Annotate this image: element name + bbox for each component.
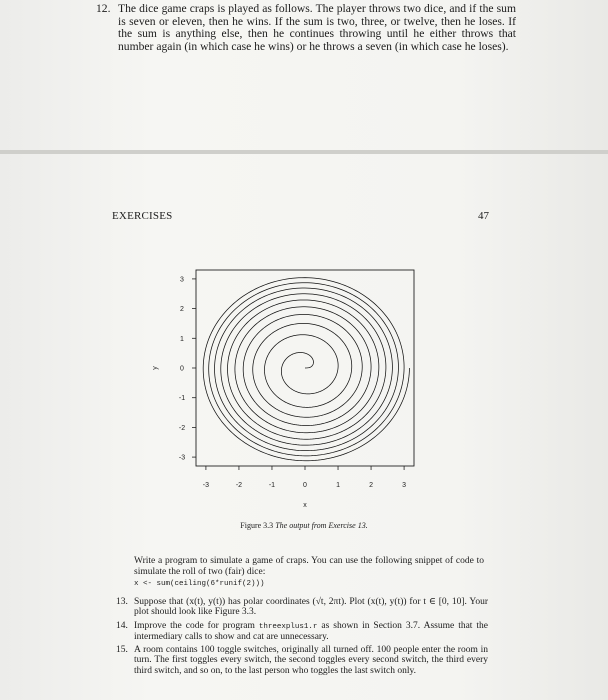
problem-text: The dice game craps is played as follows. The player throws two dice, and if the sum is seven or eleven, then he wins. If the sum is two, three, or twelve, then he loses. If the sum is anything else, then he continues throwing until he either throws that number again (in which case he wins) or he throws a seven (in which case he loses). xyxy=(118,2,516,53)
intro-paragraph: Write a program to simulate a game of craps. You can use the following snippet of code to simulate the roll of two (fair) dice: xyxy=(134,556,484,577)
x-tick-label: 0 xyxy=(303,482,307,489)
code-snippet: x <- sum(ceiling(6*runif(2))) xyxy=(134,580,265,588)
y-tick-label: 2 xyxy=(180,306,184,314)
x-tick-label: 1 xyxy=(336,482,340,489)
exercise-text: A room contains 100 toggle switches, originally all turned off. 100 people enter the room in turn. The first toggles every switch, the second toggles every second switch, the third every third switch, and so on, to the last person who toggles the last switch only. xyxy=(134,645,488,676)
exercise-text: Suppose that (x(t), y(t)) has polar coordinates (√t, 2πt). Plot (x(t), y(t)) for t ∈ [0, 10]. Your plot should look like Figure 3.3. xyxy=(134,597,488,618)
figure-caption-text: The output from Exercise 13. xyxy=(275,521,368,530)
exercise-15 xyxy=(116,645,488,676)
y-tick-label: 0 xyxy=(180,365,184,373)
page-number: 47 xyxy=(478,210,489,222)
exercise-number: 14. xyxy=(116,621,128,631)
exercise-code: threexplus1.r xyxy=(258,623,318,631)
exercise-text-after: as shown in Section 3.7. Assume that the intermediary calls to show and cat are unnecessary. xyxy=(134,621,489,643)
exercise-number: 13. xyxy=(116,597,128,607)
exercise-text-before: Improve the code for program xyxy=(134,621,255,631)
x-tick-label: -2 xyxy=(235,482,243,489)
y-axis xyxy=(179,276,196,461)
spiral-curve xyxy=(203,278,409,461)
exercise-14 xyxy=(116,621,488,643)
exercise-13 xyxy=(116,597,488,618)
figure-caption-label: Figure 3.3 xyxy=(240,521,274,530)
x-tick-label: 3 xyxy=(402,482,407,489)
figure-caption xyxy=(0,521,608,530)
y-tick-label: -2 xyxy=(178,424,186,432)
x-axis xyxy=(203,466,406,489)
y-tick-label: 3 xyxy=(180,276,184,284)
running-head: EXERCISES xyxy=(112,210,173,222)
x-tick-label: -1 xyxy=(268,482,276,489)
x-tick-label: -3 xyxy=(202,482,210,489)
y-axis-label: y xyxy=(152,366,159,370)
exercise-number: 15. xyxy=(116,645,128,655)
x-axis-label: x xyxy=(303,502,307,509)
y-tick-label: 1 xyxy=(180,335,184,343)
y-tick-label: -1 xyxy=(178,395,186,403)
problem-number: 12. xyxy=(96,2,111,15)
x-tick-label: 2 xyxy=(369,482,374,489)
y-tick-label: -3 xyxy=(178,454,186,462)
exercise-text xyxy=(134,621,488,643)
